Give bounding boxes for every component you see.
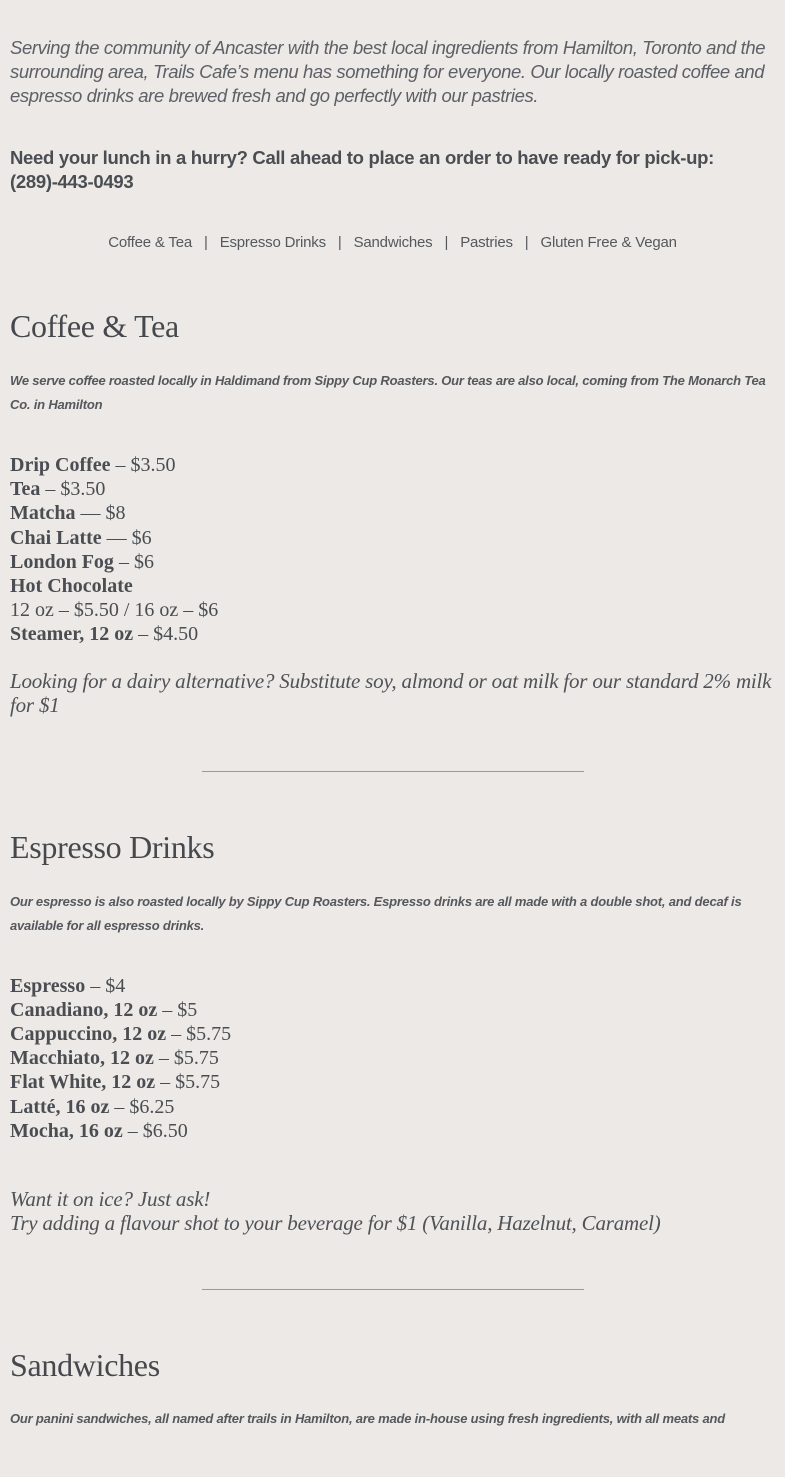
menu-item-name: Espresso xyxy=(10,974,86,997)
section-title-sandwiches: Sandwiches xyxy=(10,1347,160,1384)
menu-item-price: – $6.50 xyxy=(122,1119,188,1142)
menu-item xyxy=(10,453,775,477)
menu-item xyxy=(10,574,775,598)
note-line: Try adding a flavour shot to your beverage for $1 (Vanilla, Hazelnut, Caramel) xyxy=(10,1211,661,1236)
menu-item-price: – $5.75 xyxy=(166,1023,232,1046)
menu-item-name: Flat White, 12 oz xyxy=(10,1071,156,1094)
nav-link[interactable]: Pastries xyxy=(460,234,513,251)
nav-link[interactable]: Gluten Free & Vegan xyxy=(540,234,677,251)
note-line: Want it on ice? Just ask! xyxy=(10,1187,211,1212)
nav-link[interactable]: Espresso Drinks xyxy=(219,234,326,251)
menu-item xyxy=(10,550,775,574)
section-nav xyxy=(10,234,775,251)
menu-item xyxy=(10,1095,775,1119)
menu-item xyxy=(10,1070,775,1094)
section-description-coffee: We serve coffee roasted locally in Haldimand from Sippy Cup Roasters. Our teas are also local, coming from The Monarch Tea Co. in Hamilton xyxy=(10,373,766,412)
menu-item xyxy=(10,526,775,550)
section-divider xyxy=(202,771,584,772)
menu-item-name: London Fog xyxy=(10,550,114,573)
sandwiches-section xyxy=(10,1346,775,1431)
espresso-section xyxy=(10,828,775,1235)
menu-item-name: Cappuccino, 12 oz xyxy=(10,1023,167,1046)
menu-item-price: 12 oz – $5.50 / 16 oz – $6 xyxy=(10,599,219,622)
menu-item-price: – $3.50 xyxy=(110,454,176,476)
menu-item-price: – $5 xyxy=(157,998,198,1021)
menu-item xyxy=(10,1046,775,1070)
section-divider xyxy=(202,1289,584,1290)
menu-item xyxy=(10,974,775,998)
espresso-note xyxy=(10,1187,775,1235)
section-title-coffee: Coffee & Tea xyxy=(10,308,179,344)
nav-separator: | xyxy=(444,234,449,251)
coffee-section xyxy=(10,307,775,717)
nav-separator: | xyxy=(524,234,529,251)
menu-item-price: – $5.75 xyxy=(155,1071,221,1094)
menu-item-name: Matcha xyxy=(10,502,76,525)
coffee-item-list xyxy=(10,453,775,647)
menu-item-price: – $3.50 xyxy=(40,478,106,501)
menu-item-price: – $6 xyxy=(113,550,154,573)
menu-item-price: – $4 xyxy=(85,974,126,997)
espresso-item-list xyxy=(10,974,775,1143)
menu-item-price: – $6.25 xyxy=(109,1095,175,1118)
menu-item-name: Macchiato, 12 oz xyxy=(10,1047,154,1070)
section-description-sandwiches: Our panini sandwiches, all named after trails in Hamilton, are made in-house using fresh ingredients, with all meats and xyxy=(10,1411,726,1427)
menu-item xyxy=(10,501,775,525)
menu-item-price: – $5.75 xyxy=(153,1047,219,1070)
menu-item xyxy=(10,998,775,1022)
menu-item-name: Latté, 16 oz xyxy=(10,1095,110,1118)
menu-item-name: Mocha, 16 oz xyxy=(10,1119,123,1142)
menu-page xyxy=(0,36,785,1431)
coffee-note xyxy=(10,669,775,717)
menu-item xyxy=(10,477,775,501)
section-title-espresso: Espresso Drinks xyxy=(10,828,215,865)
intro-text: Serving the community of Ancaster with the best local ingredients from Hamilton, Toronto and the surrounding area, Trails Cafe’s menu has something for everyone. Our locally roasted coffee and espresso drinks are brewed fresh and go perfectly with our pastries. xyxy=(10,37,766,106)
nav-separator: | xyxy=(337,234,342,251)
menu-item xyxy=(10,598,775,622)
nav-separator: | xyxy=(203,234,208,251)
menu-item-name: Tea xyxy=(10,478,41,501)
menu-item-price: — $6 xyxy=(101,526,152,549)
menu-item-name: Chai Latte xyxy=(10,526,102,549)
menu-item-name: Drip Coffee xyxy=(10,454,111,476)
menu-item-price: — $8 xyxy=(75,502,126,525)
nav-link[interactable]: Coffee & Tea xyxy=(108,234,192,251)
menu-item xyxy=(10,622,775,646)
section-description-espresso: Our espresso is also roasted locally by Sippy Cup Roasters. Espresso drinks are all made with a double shot, and decaf is available for all espresso drinks. xyxy=(10,893,742,933)
nav-link[interactable]: Sandwiches xyxy=(353,234,433,251)
note-line: Looking for a dairy alternative? Substitute soy, almond or oat milk for our standard 2% milk for $1 xyxy=(10,668,772,717)
menu-item-name: Hot Chocolate xyxy=(10,575,133,598)
menu-item xyxy=(10,1022,775,1046)
menu-item-name: Steamer, 12 oz xyxy=(10,623,134,646)
menu-item-price: – $4.50 xyxy=(133,623,199,646)
menu-item xyxy=(10,1119,775,1143)
menu-item-name: Canadiano, 12 oz xyxy=(10,998,158,1021)
call-ahead-text: Need your lunch in a hurry? Call ahead to place an order to have ready for pick-up: (289)-443-0493 xyxy=(10,147,714,192)
